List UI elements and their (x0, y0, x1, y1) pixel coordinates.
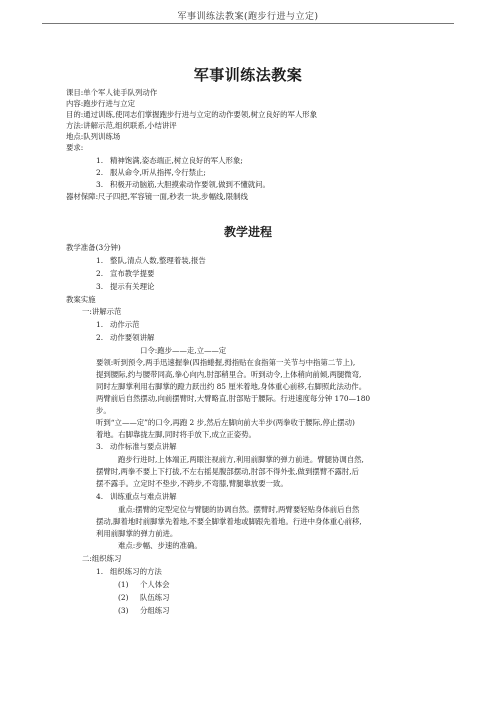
impl-item (96, 333, 154, 343)
item-text: 动作示范 (110, 320, 140, 329)
essentials-line: 两臂前后自然摆动,向前摆臂时,大臂略直,肘部贴于腰际。行进速度每分钟 170—180 (96, 394, 371, 403)
impl-item (96, 442, 177, 452)
item-text: 动作要领讲解 (110, 333, 155, 342)
item-number: 2. (96, 168, 104, 177)
prep-item (96, 282, 154, 292)
impl-label: 教案实施 (66, 295, 96, 304)
impl-item (96, 320, 140, 330)
impl-item (96, 567, 162, 577)
item-number: 3. (96, 180, 104, 189)
item-number: (3) (118, 606, 129, 615)
item-text: 动作标准与要点讲解 (110, 442, 177, 451)
method-line: 方法:讲解示范,组织联系,小结讲评 (66, 121, 177, 130)
requirement-item (96, 168, 206, 178)
prep-item (96, 256, 206, 266)
content-line: 内容:跑步行进与立定 (66, 99, 136, 108)
requirement-item (96, 180, 270, 190)
requirement-item (96, 156, 243, 166)
item-text: 宣布教学提要 (110, 269, 155, 278)
part-heading: 一:讲解示范 (82, 307, 122, 316)
item-number: (1) (118, 580, 129, 589)
standard-line: 摆臂时,两拳不要上下打拔,不左右摇晃腹部摆动,肘部不得外张,做到摆臂不露肘,后 (96, 467, 360, 476)
standard-line: 摆不露手。立定时不垫步,不跨步,不弯膝,臂腿靠放要一致。 (96, 479, 288, 488)
item-number: 1. (96, 567, 104, 576)
course-line: 课目:单个军人徒手队列动作 (66, 88, 158, 97)
place-line: 地点:队列训练场 (66, 132, 121, 141)
item-text: 精神饱满,姿态端正,树立良好的军人形象; (110, 156, 243, 165)
method-item (118, 606, 170, 616)
method-item (118, 580, 170, 590)
prep-item (96, 269, 154, 279)
purpose-line: 目的:通过训练,使同志们掌握跑步行进与立定的动作要领,树立良好的军人形象 (66, 110, 318, 119)
difficulty-line: 难点:步幅、步速的准确。 (118, 541, 202, 550)
item-text: 服从命令,听从指挥,令行禁止; (110, 168, 206, 177)
item-number: (2) (118, 593, 129, 602)
command-line: 口令:跑步——走,立——定 (140, 346, 227, 355)
part-heading: 二:组织练习 (82, 554, 122, 563)
item-number: 2. (96, 333, 104, 342)
standard-line: 跑步行进时,上体端正,两眼注视前方,利用前脚掌的弹力前进。臂腿协调自然, (118, 455, 364, 464)
item-text: 分组练习 (140, 606, 170, 615)
item-number: 1. (96, 156, 104, 165)
keypoint-line: 重点:摆臂的定型定位与臂腿的协调自然。摆臂时,两臂要轻贴身体前后自然 (118, 505, 360, 514)
halt-line: 听到“立——定”的口令,再跑 2 步,然后左脚向前大半步(两拳收于腰际,停止摆动) (96, 418, 355, 427)
essentials-line: 提到腰际,约与腰带同高,拳心向内,肘部稍里合。听到动令,上体稍向前倾,两腿微弯, (96, 370, 362, 379)
impl-item (96, 492, 177, 502)
item-text: 提示有关理论 (110, 282, 155, 291)
item-number: 2. (96, 269, 104, 278)
item-text: 训练重点与难点讲解 (110, 492, 177, 501)
requirements-label: 要求: (66, 143, 84, 152)
item-text: 整队,清点人数,整理着装,报告 (110, 256, 206, 265)
item-text: 个人体会 (140, 580, 170, 589)
essentials-line: 要领:听到预令,两手迅速握拳(四指蜷握,拇指贴在食指第一关节与中指第二节上), (96, 358, 356, 367)
keypoint-line: 摆动,脚着地时前脚掌先着地,不要全脚掌着地或脚跟先着地。行进中身体重心前移, (96, 517, 362, 526)
item-number: 3. (96, 442, 104, 451)
item-number: 3. (96, 282, 104, 291)
document-title: 军事训练法教案 (193, 66, 303, 84)
essentials-line: 步。 (96, 406, 111, 415)
item-number: 4. (96, 492, 104, 501)
header-divider (42, 23, 454, 24)
equipment-line: 器材保障:尺子四把,军容镜一面,秒表一块,步幅线,限制线 (66, 192, 248, 201)
item-number: 1. (96, 256, 104, 265)
item-number: 1. (96, 320, 104, 329)
header-text: 军事训练法教案(跑步行进与立定) (177, 12, 319, 22)
prep-label: 教学准备(3分钟) (66, 243, 121, 252)
item-text: 组织练习的方法 (110, 567, 162, 576)
item-text: 积极开动脑筋,大胆摸索动作要领,做到不懂就问。 (110, 180, 270, 189)
keypoint-line: 利用前脚掌的弹力前进。 (96, 529, 178, 538)
section-title: 教学进程 (223, 225, 272, 239)
halt-line: 着地。右脚靠拢左脚,同时将手放下,成立正姿势。 (96, 430, 256, 439)
essentials-line: 同时左脚掌利用右脚掌的蹬力跃出约 85 厘米着地,身体重心前移,右脚照此法动作。 (96, 382, 367, 391)
method-item (118, 593, 170, 603)
item-text: 队伍练习 (140, 593, 170, 602)
